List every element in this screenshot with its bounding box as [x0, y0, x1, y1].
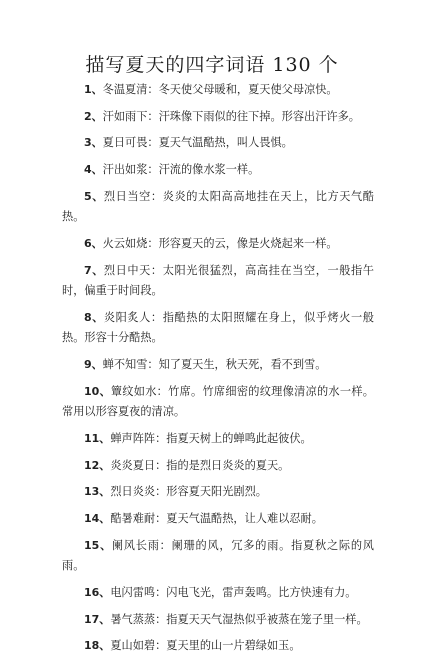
entry-number: 12、 [84, 458, 111, 472]
entry-number: 17、 [84, 612, 111, 626]
entry-list [62, 80, 374, 663]
entry-number: 9、 [84, 358, 103, 371]
entry-term: 簟纹如水 [110, 384, 157, 398]
entry-definition: ：指酷热的太阳照耀在身上，似乎烤火一般热。形容十分酷热。 [62, 310, 374, 345]
entry-term: 烈日炎炎 [110, 485, 156, 499]
entry-term: 火云如烧 [102, 236, 148, 250]
entry-definition: ：指夏天树上的蝉鸣此起彼伏。 [155, 431, 312, 445]
entry-definition: ：夏天气温酷热，叫人畏惧。 [147, 136, 293, 150]
entry-number: 5、 [84, 189, 104, 203]
entry-definition: ：阑珊的风，冗多的雨。指夏秋之际的风雨。 [62, 538, 374, 573]
entry-number: 2、 [84, 109, 103, 123]
entry-number: 16、 [84, 585, 111, 599]
entry-definition: ：汗珠像下雨似的往下掉。形容出汗许多。 [147, 109, 360, 123]
entry-definition: ：夏天里的山一片碧绿如玉。 [155, 639, 301, 653]
list-item [62, 509, 374, 530]
entry-definition: ：形容夏天阳光剧烈。 [155, 485, 267, 499]
entry-term: 酷暑难耐 [110, 511, 156, 525]
list-item [62, 636, 374, 657]
list-item [62, 456, 374, 477]
entry-definition: ：汗流的像水浆一样。 [147, 163, 260, 177]
entry-number: 4、 [84, 163, 103, 177]
entry-term: 暑气蒸蒸 [110, 612, 156, 626]
list-item [62, 482, 374, 503]
entry-term: 汗如雨下 [102, 109, 148, 123]
entry-definition: ：指的是烈日炎炎的夏天。 [155, 458, 290, 472]
entry-definition: ：知了夏天生，秋天死，看不到雪。 [147, 358, 327, 371]
entry-definition: ：竹席。竹席细密的纹理像清凉的水一样。常用以形容夏夜的清凉。 [62, 384, 374, 419]
list-item [62, 583, 374, 604]
list-item [62, 355, 374, 376]
entry-number: 7、 [84, 263, 104, 277]
entry-term: 夏日可畏 [102, 136, 148, 150]
entry-term: 烈日中天 [103, 263, 151, 277]
entry-term: 炎炎夏日 [110, 458, 156, 472]
entry-number: 14、 [84, 511, 111, 525]
list-item [62, 610, 374, 631]
entry-number: 11、 [84, 431, 111, 445]
entry-number: 18、 [84, 639, 111, 653]
entry-term: 电闪雷鸣 [110, 585, 156, 599]
list-item [62, 261, 374, 302]
entry-term: 蝉声阵阵 [110, 431, 156, 445]
entry-term: 烈日当空 [103, 189, 151, 203]
list-item [62, 308, 374, 349]
entry-definition: ：太阳光很猛烈，高高挂在当空，一般指午时，偏重于时间段。 [62, 263, 374, 298]
document-title: 描写夏天的四字词语 130 个 [85, 54, 339, 76]
entry-number: 15、 [84, 538, 112, 552]
entry-number: 13、 [84, 485, 111, 499]
list-item [62, 160, 374, 181]
entry-definition: ：闪电飞光，雷声轰鸣。比方快速有力。 [155, 585, 357, 599]
list-item [62, 382, 374, 423]
entry-term: 汗出如浆 [102, 163, 148, 177]
entry-definition: ：炎炎的太阳高高地挂在天上，比方天气酷热。 [62, 189, 374, 224]
entry-number: 8、 [84, 310, 104, 324]
entry-term: 蝉不知雪 [102, 358, 148, 371]
entry-definition: ：形容夏天的云，像是火烧起来一样。 [147, 236, 338, 250]
entry-definition: ：冬天使父母暖和，夏天使父母凉快。 [147, 83, 338, 96]
entry-term: 炎阳炙人 [103, 310, 151, 324]
entry-term: 夏山如碧 [110, 639, 156, 653]
entry-definition: ：夏天气温酷热，让人难以忍耐。 [155, 511, 323, 525]
list-item [62, 187, 374, 228]
entry-number: 10、 [84, 384, 111, 398]
list-item [62, 234, 374, 255]
list-item [62, 80, 374, 101]
entry-number: 1、 [84, 83, 103, 96]
list-item [62, 107, 374, 128]
entry-term: 冬温夏清 [102, 83, 148, 96]
list-item [62, 536, 374, 577]
entry-definition: ：指夏天天气湿热似乎被蒸在笼子里一样。 [155, 612, 368, 626]
entry-number: 3、 [84, 136, 103, 150]
entry-number: 6、 [84, 236, 103, 250]
list-item [62, 133, 374, 154]
list-item [62, 429, 374, 450]
entry-term: 阑风长雨 [111, 538, 160, 552]
